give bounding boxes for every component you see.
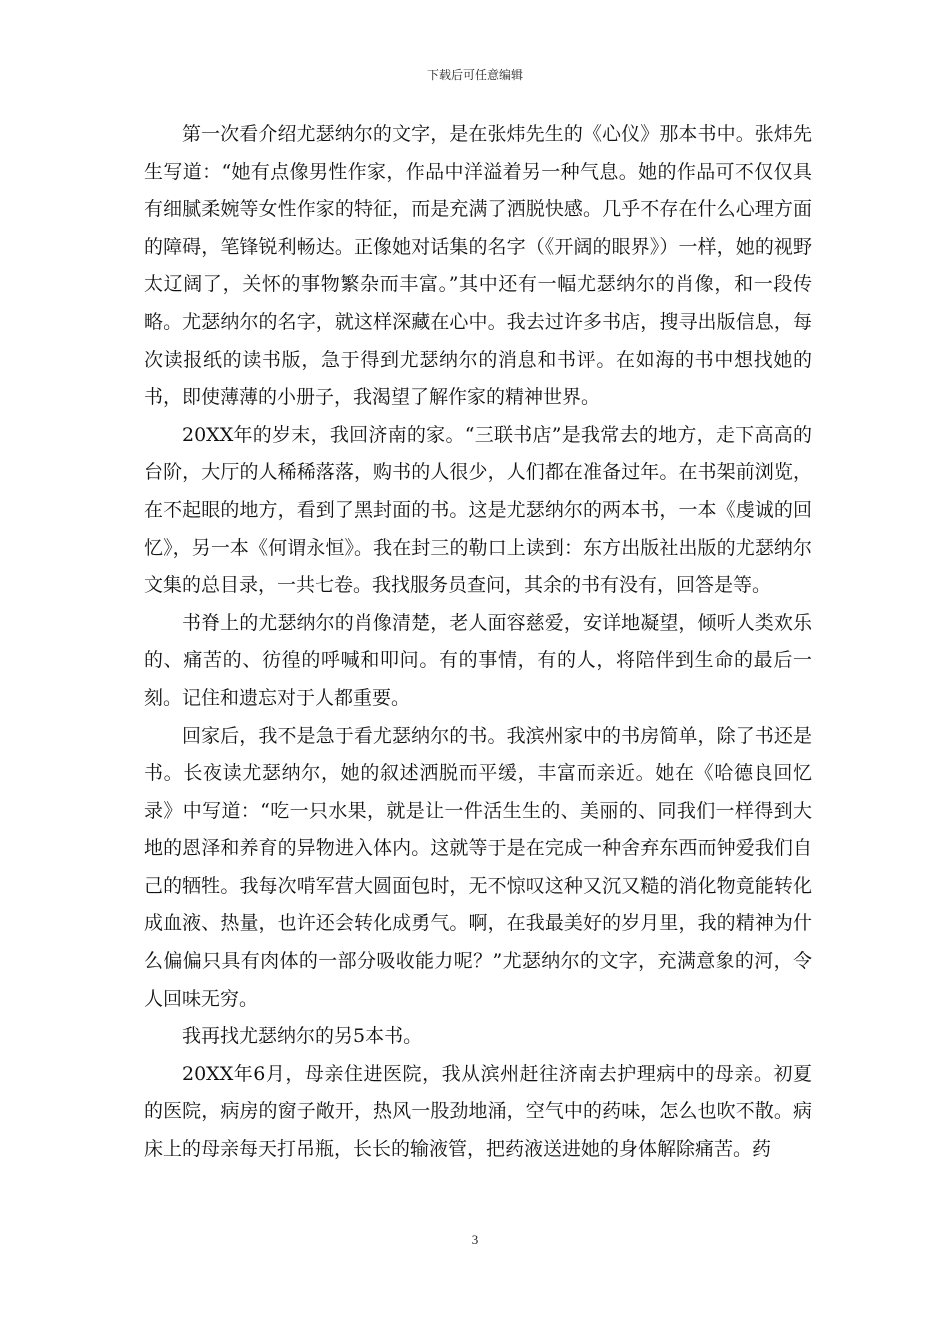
page-header: 下载后可任意编辑 [426, 68, 523, 82]
paragraph-5: 我再找尤瑟纳尔的另5本书。 [182, 1025, 423, 1048]
document-body [144, 116, 812, 1169]
paragraph-4: 回家后，我不是急于看尤瑟纳尔的书。我滨州家中的书房简单，除了书还是书。长夜读尤瑟纳尔，她的叙述洒脱而平缓，丰富而亲近。她在《哈德良回忆录》中写道：“吃一只水果，就是让一件活生生的、美丽的、同我们一样得到大地的恩泽和养育的异物进入体内。这就等于是在完成一种舍弃东西而钟爱我们自己的牺牲。我每次啃军营大圆面包时，无不惊叹这种又沉又糙的消化物竟能转化成血液、热量，也许还会转化成勇气。啊，在我最美好的岁月里，我的精神为什么偏偏只具有肉体的一部分吸收能力呢？”尤瑟纳尔的文字，充满意象的河，令人回味无穷。 [144, 724, 812, 1010]
page-number: 3 [471, 1232, 479, 1247]
paragraph-1: 第一次看介绍尤瑟纳尔的文字，是在张炜先生的《心仪》那本书中。张炜先生写道：“她有点像男性作家，作品中洋溢着另一种气息。她的作品可不仅仅具有细腻柔婉等女性作家的特征，而是充满了洒脱快感。几乎不存在什么心理方面的障碍，笔锋锐利畅达。正像她对话集的名字（《开阔的眼界》）一样，她的视野太辽阔了，关怀的事物繁杂而丰富。”其中还有一幅尤瑟纳尔的肖像，和一段传略。尤瑟纳尔的名字，就这样深藏在心中。我去过许多书店，搜寻出版信息，每次读报纸的读书版，急于得到尤瑟纳尔的消息和书评。在如海的书中想找她的书，即使薄薄的小册子，我渴望了解作家的精神世界。 [144, 123, 812, 409]
paragraph-2: 20XX年的岁末，我回济南的家。“三联书店”是我常去的地方，走下高高的台阶，大厅的人稀稀落落，购书的人很少，人们都在准备过年。在书架前浏览，在不起眼的地方，看到了黑封面的书。这是尤瑟纳尔的两本书，一本《虔诚的回忆》，另一本《何谓永恒》。我在封三的勒口上读到：东方出版社出版的尤瑟纳尔文集的总目录，一共七卷。我找服务员查问，其余的书有没有，回答是等。 [144, 423, 812, 597]
paragraph-6: 20XX年6月，母亲住进医院，我从滨州赶往济南去护理病中的母亲。初夏的医院，病房的窗子敞开，热风一股劲地涌，空气中的药味，怎么也吹不散。病床上的母亲每天打吊瓶，长长的输液管，把药液送进她的身体解除痛苦。药 [144, 1062, 812, 1161]
paragraph-3: 书脊上的尤瑟纳尔的肖像清楚，老人面容慈爱，安详地凝望，倾听人类欢乐的、痛苦的、彷徨的呼喊和叩问。有的事情，有的人，将陪伴到生命的最后一刻。记住和遗忘对于人都重要。 [144, 611, 812, 709]
